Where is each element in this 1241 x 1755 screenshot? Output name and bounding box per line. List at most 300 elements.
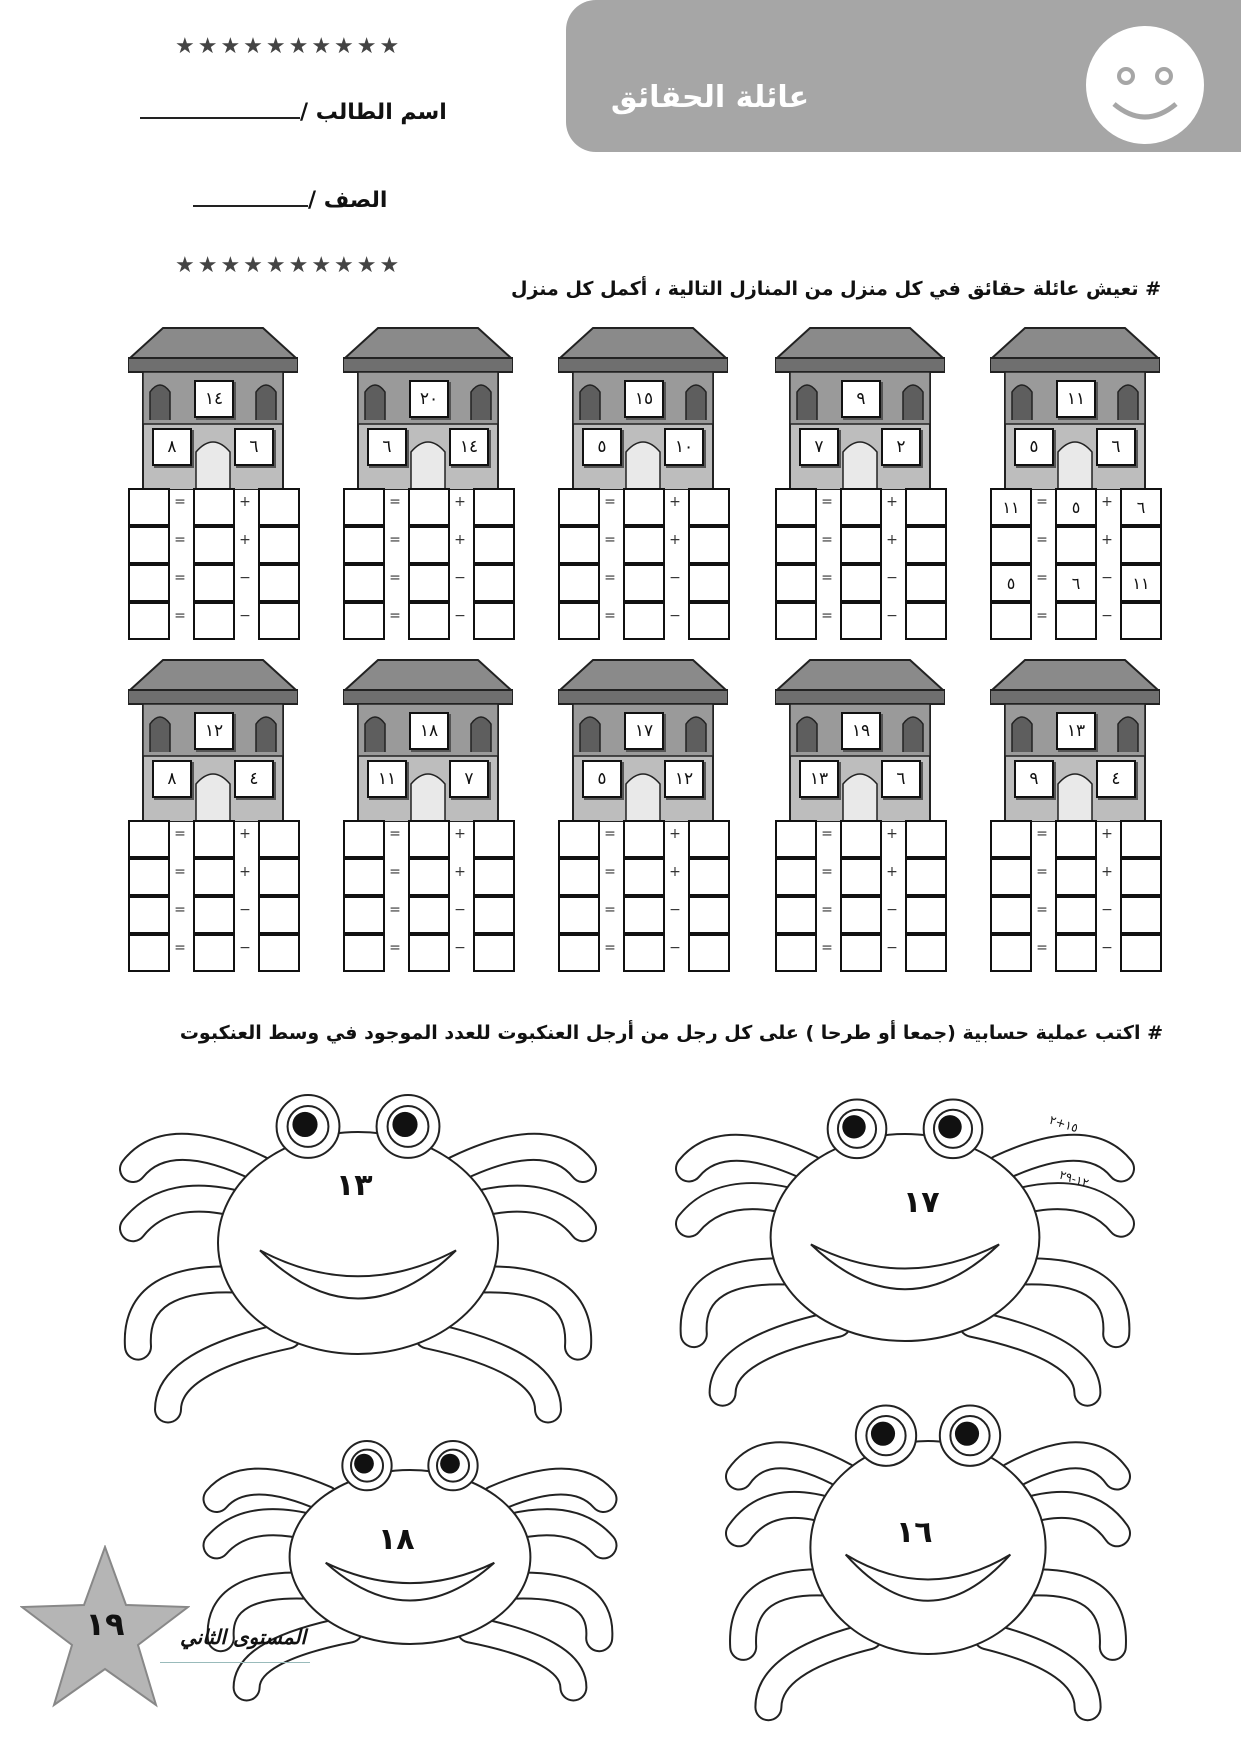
house-left-number: ٥ [582,428,622,466]
equals-sign: = [604,826,616,842]
equation-result-box[interactable] [990,526,1032,564]
stars-bottom: ★★★★★★★★★★ [175,253,403,278]
house-right-number: ٦ [1096,428,1136,466]
equation-row [128,602,298,638]
equation-operand-box[interactable] [473,896,515,934]
equation-row [990,602,1160,638]
house-right-number: ٦ [881,760,921,798]
equation-operand-box[interactable] [905,488,947,526]
plus-sign: + [454,532,466,548]
equation-operand-box[interactable] [408,602,450,640]
equation-row [128,896,298,932]
house-1 [990,320,1160,624]
equation-operand-box[interactable] [623,858,665,896]
plus-sign: + [669,494,681,510]
house-10 [128,652,298,956]
spider-2 [108,1058,608,1428]
plus-sign: + [454,494,466,510]
equals-sign: = [821,940,833,956]
house-7 [775,652,945,956]
equals-sign: = [389,940,401,956]
minus-sign: − [669,940,681,956]
spider-center-number: ١٦ [896,1515,933,1550]
equals-sign: = [174,902,186,918]
spider-drawing-icon [108,1058,608,1428]
plus-sign: + [239,494,251,510]
student-name-field[interactable] [140,100,447,125]
equation-row [343,602,513,638]
spider-center-number: ١٨ [378,1522,415,1557]
equation-operand-box[interactable] [258,934,300,972]
equation-result-box[interactable] [128,820,170,858]
equation-result-box[interactable] [775,526,817,564]
equation-operand-box[interactable] [473,820,515,858]
minus-sign: − [1101,608,1113,624]
equation-result-box[interactable] [343,896,385,934]
spider-leg-answer[interactable]: ١٢-٢٩ [1057,1167,1091,1191]
plus-sign: + [239,826,251,842]
equation-operand-box[interactable] [193,602,235,640]
plus-sign: + [669,826,681,842]
equation-result-box[interactable] [343,858,385,896]
equals-sign: = [604,940,616,956]
plus-sign: + [1101,826,1113,842]
equation-operand-box[interactable] [473,488,515,526]
equals-sign: = [604,532,616,548]
equation-operand-box[interactable] [1120,820,1162,858]
equation-result-box[interactable] [343,526,385,564]
minus-sign: − [239,570,251,586]
equals-sign: = [174,864,186,880]
equals-sign: = [821,864,833,880]
equation-operand-box[interactable] [688,896,730,934]
equation-operand-box[interactable] [193,564,235,602]
equation-operand-box[interactable] [473,934,515,972]
equation-result-box[interactable] [558,526,600,564]
spider-1 [665,1065,1145,1410]
house-right-number: ٤ [1096,760,1136,798]
equals-sign: = [389,902,401,918]
house-right-number: ١٤ [449,428,489,466]
equation-row [128,526,298,562]
equation-operand-box[interactable] [1055,820,1097,858]
student-name-line[interactable] [140,113,300,119]
equation-result-box[interactable] [558,602,600,640]
equation-row [775,602,945,638]
equation-operand-box[interactable] [623,820,665,858]
equation-operand-box[interactable] [473,602,515,640]
equation-result-box[interactable] [775,602,817,640]
equation-operand-box[interactable] [1055,896,1097,934]
equation-result-box[interactable] [128,526,170,564]
equation-result-box[interactable] [990,602,1032,640]
equation-row [990,820,1160,856]
equation-operand-box[interactable] [408,820,450,858]
house-top-number: ١٧ [624,712,664,750]
equation-operand-box[interactable] [258,820,300,858]
equation-row [343,564,513,600]
house-left-number: ١١ [367,760,407,798]
page-title: عائلة الحقائق [610,80,810,115]
equation-operand-box[interactable] [258,602,300,640]
equation-result-box[interactable] [990,934,1032,972]
equation-row [775,858,945,894]
equation-result-box[interactable] [990,896,1032,934]
equals-sign: = [604,494,616,510]
equation-operand-box[interactable] [905,896,947,934]
house-top-number: ١١ [1056,380,1096,418]
plus-sign: + [1101,864,1113,880]
equation-row [343,858,513,894]
equation-result-box[interactable] [343,934,385,972]
equation-result-box[interactable] [343,820,385,858]
equation-operand-box[interactable] [1120,858,1162,896]
equals-sign: = [821,494,833,510]
equation-operand-box[interactable] [688,488,730,526]
equation-operand-box[interactable] [688,858,730,896]
equals-sign: = [389,570,401,586]
equals-sign: = [174,570,186,586]
equation-operand-box[interactable] [1055,526,1097,564]
equals-sign: = [389,608,401,624]
house-left-number: ٨ [152,760,192,798]
equation-operand-box[interactable]: ٦ [1055,564,1097,602]
minus-sign: − [886,608,898,624]
minus-sign: − [669,608,681,624]
page-number: ١٩ [85,1605,125,1643]
equals-sign: = [1036,608,1048,624]
smiley-icon [1080,20,1210,150]
instruction-spiders: # اكتب عملية حسابية (جمعا أو طرحا ) على كل رجل من أرجل العنكبوت للعدد الموجود في وسط العنكبوت [179,1022,1163,1044]
equation-result-box[interactable]: ١١ [990,488,1032,526]
equation-operand-box[interactable] [1055,934,1097,972]
equation-result-box[interactable] [558,934,600,972]
spider-center-number: ١٣ [336,1168,373,1203]
equation-operand-box[interactable] [408,934,450,972]
minus-sign: − [669,570,681,586]
equation-row [990,564,1160,600]
equation-result-box[interactable] [990,858,1032,896]
equation-result-box[interactable] [775,858,817,896]
house-top-number: ١٢ [194,712,234,750]
equation-row [558,858,728,894]
level-underline [160,1662,310,1663]
equation-row [558,488,728,524]
equation-operand-box[interactable] [840,488,882,526]
equation-result-box[interactable] [558,858,600,896]
equals-sign: = [604,608,616,624]
minus-sign: − [239,902,251,918]
spider-3 [718,1370,1138,1725]
equals-sign: = [604,864,616,880]
equals-sign: = [174,494,186,510]
equation-operand-box[interactable] [840,526,882,564]
plus-sign: + [1101,494,1113,510]
equation-row [558,896,728,932]
class-line[interactable] [193,201,308,207]
equation-operand-box[interactable] [193,820,235,858]
spider-center-number: ١٧ [903,1185,940,1220]
equals-sign: = [1036,902,1048,918]
equation-operand-box[interactable] [258,858,300,896]
house-left-number: ٨ [152,428,192,466]
spider-drawing-icon [195,1412,625,1702]
equation-operand-box[interactable] [408,488,450,526]
equation-operand-box[interactable] [1120,934,1162,972]
equation-row [990,526,1160,562]
equation-operand-box[interactable] [688,564,730,602]
equation-operand-box[interactable] [840,934,882,972]
equation-operand-box[interactable] [193,934,235,972]
equation-result-box[interactable] [775,896,817,934]
equation-operand-box[interactable] [193,858,235,896]
house-top-number: ٢٠ [409,380,449,418]
equation-row [128,934,298,970]
plus-sign: + [886,826,898,842]
class-label: الصف / [308,188,388,213]
class-field[interactable] [193,188,387,213]
minus-sign: − [454,570,466,586]
house-8 [558,652,728,956]
minus-sign: − [239,940,251,956]
house-right-number: ٦ [234,428,274,466]
equation-row [990,858,1160,894]
equation-operand-box[interactable] [688,602,730,640]
equation-result-box[interactable]: ٥ [990,564,1032,602]
plus-sign: + [1101,532,1113,548]
equation-result-box[interactable] [775,820,817,858]
equation-operand-box[interactable] [905,564,947,602]
plus-sign: + [239,864,251,880]
equation-operand-box[interactable] [193,896,235,934]
equation-operand-box[interactable] [193,488,235,526]
minus-sign: − [886,902,898,918]
equation-result-box[interactable] [775,564,817,602]
equation-row [343,488,513,524]
equation-row [343,896,513,932]
minus-sign: − [239,608,251,624]
equation-operand-box[interactable] [623,934,665,972]
equation-operand-box[interactable] [688,934,730,972]
equation-operand-box[interactable] [905,526,947,564]
house-5 [128,320,298,624]
equation-operand-box[interactable] [688,820,730,858]
plus-sign: + [454,864,466,880]
equation-row [343,526,513,562]
level-label: المستوى الثاني [180,1625,307,1649]
house-right-number: ١٢ [664,760,704,798]
house-top-number: ١٥ [624,380,664,418]
equals-sign: = [1036,532,1048,548]
equals-sign: = [604,902,616,918]
plus-sign: + [886,532,898,548]
equation-operand-box[interactable]: ٦ [1120,488,1162,526]
equation-row [775,488,945,524]
equation-row [343,820,513,856]
house-right-number: ١٠ [664,428,704,466]
equation-operand-box[interactable] [408,526,450,564]
equation-row [990,896,1160,932]
equation-operand-box[interactable] [840,602,882,640]
equation-operand-box[interactable] [688,526,730,564]
equation-operand-box[interactable] [623,564,665,602]
house-left-number: ٩ [1014,760,1054,798]
equation-operand-box[interactable] [1120,602,1162,640]
equation-result-box[interactable] [343,602,385,640]
equation-operand-box[interactable] [1120,896,1162,934]
house-4 [343,320,513,624]
house-right-number: ٢ [881,428,921,466]
house-top-number: ١٨ [409,712,449,750]
equals-sign: = [389,826,401,842]
minus-sign: − [1101,902,1113,918]
equals-sign: = [821,570,833,586]
equation-operand-box[interactable] [623,488,665,526]
house-top-number: ٩ [841,380,881,418]
equation-row [990,488,1160,524]
equation-operand-box[interactable]: ١١ [1120,564,1162,602]
equation-operand-box[interactable] [473,526,515,564]
equation-row [775,564,945,600]
equation-operand-box[interactable] [623,602,665,640]
minus-sign: − [454,902,466,918]
house-left-number: ٧ [799,428,839,466]
equation-operand-box[interactable] [193,526,235,564]
equation-operand-box[interactable] [258,526,300,564]
equation-row [558,602,728,638]
equals-sign: = [389,864,401,880]
equation-result-box[interactable] [343,564,385,602]
house-left-number: ١٣ [799,760,839,798]
plus-sign: + [669,864,681,880]
equation-row [990,934,1160,970]
house-9 [343,652,513,956]
equation-operand-box[interactable] [840,858,882,896]
equation-operand-box[interactable] [905,934,947,972]
minus-sign: − [1101,570,1113,586]
equals-sign: = [174,608,186,624]
house-top-number: ١٩ [841,712,881,750]
equation-row [558,934,728,970]
equation-row [128,564,298,600]
house-left-number: ٦ [367,428,407,466]
equals-sign: = [1036,864,1048,880]
spider-4 [195,1412,625,1702]
equation-operand-box[interactable] [840,896,882,934]
equation-result-box[interactable] [558,488,600,526]
equation-row [558,564,728,600]
equation-operand-box[interactable] [408,858,450,896]
equation-operand-box[interactable] [473,564,515,602]
equals-sign: = [174,826,186,842]
equation-operand-box[interactable] [1055,602,1097,640]
equals-sign: = [174,532,186,548]
equation-row [775,526,945,562]
plus-sign: + [886,494,898,510]
equals-sign: = [174,940,186,956]
minus-sign: − [454,608,466,624]
house-right-number: ٧ [449,760,489,798]
minus-sign: − [669,902,681,918]
equation-row [128,820,298,856]
equation-operand-box[interactable] [623,526,665,564]
equation-result-box[interactable] [343,488,385,526]
equation-operand-box[interactable] [840,820,882,858]
equals-sign: = [821,826,833,842]
equation-operand-box[interactable] [1120,526,1162,564]
minus-sign: − [886,940,898,956]
equation-row [775,934,945,970]
equals-sign: = [604,570,616,586]
equation-result-box[interactable] [128,602,170,640]
equation-result-box[interactable] [775,488,817,526]
equation-operand-box[interactable] [408,896,450,934]
equation-result-box[interactable] [128,896,170,934]
equation-result-box[interactable] [128,488,170,526]
equation-operand-box[interactable] [905,820,947,858]
house-6 [990,652,1160,956]
plus-sign: + [239,532,251,548]
equation-operand-box[interactable] [840,564,882,602]
minus-sign: − [886,570,898,586]
plus-sign: + [454,826,466,842]
instruction-houses: # تعيش عائلة حقائق في كل منزل من المنازل التالية ، أكمل كل منزل [511,278,1161,300]
equals-sign: = [821,608,833,624]
equals-sign: = [1036,826,1048,842]
plus-sign: + [886,864,898,880]
equals-sign: = [821,902,833,918]
equation-result-box[interactable] [775,934,817,972]
equals-sign: = [1036,570,1048,586]
spider-leg-answer[interactable]: ١٥+٢ [1047,1112,1080,1135]
equation-result-box[interactable] [128,934,170,972]
equation-operand-box[interactable] [905,858,947,896]
equals-sign: = [1036,494,1048,510]
equation-row [558,526,728,562]
equation-operand-box[interactable] [408,564,450,602]
equation-row [343,934,513,970]
equation-row [558,820,728,856]
equation-row [775,896,945,932]
equation-operand-box[interactable] [473,858,515,896]
spider-drawing-icon [665,1065,1145,1410]
equation-result-box[interactable] [558,896,600,934]
equation-result-box[interactable] [128,564,170,602]
house-right-number: ٤ [234,760,274,798]
house-3 [558,320,728,624]
equation-operand-box[interactable] [623,896,665,934]
equation-result-box[interactable] [990,820,1032,858]
student-name-label: اسم الطالب / [300,100,447,125]
equation-operand-box[interactable] [258,896,300,934]
equation-operand-box[interactable] [258,564,300,602]
equation-result-box[interactable] [558,820,600,858]
house-left-number: ٥ [582,760,622,798]
equals-sign: = [389,532,401,548]
equation-operand-box[interactable] [1055,858,1097,896]
equals-sign: = [821,532,833,548]
house-top-number: ١٤ [194,380,234,418]
stars-top: ★★★★★★★★★★ [175,34,403,59]
house-left-number: ٥ [1014,428,1054,466]
equation-result-box[interactable] [128,858,170,896]
equation-operand-box[interactable] [258,488,300,526]
equation-operand-box[interactable] [905,602,947,640]
equation-result-box[interactable] [558,564,600,602]
equation-row [128,488,298,524]
equation-operand-box[interactable]: ٥ [1055,488,1097,526]
plus-sign: + [669,532,681,548]
